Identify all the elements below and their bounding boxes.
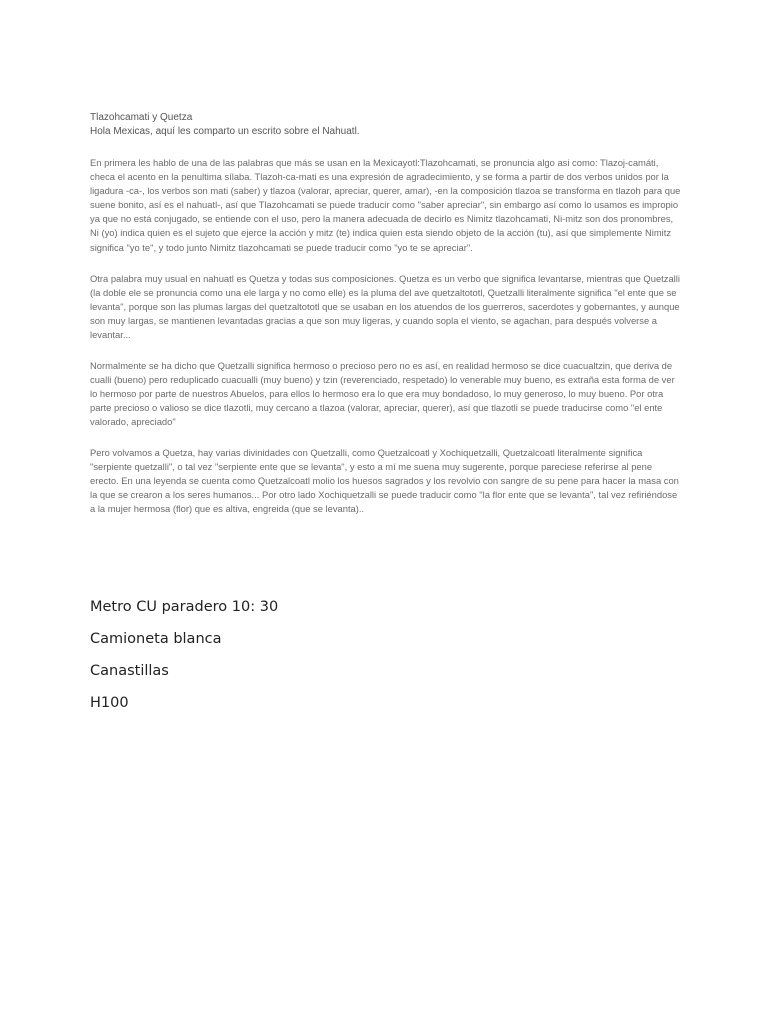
paragraph-hermoso: Normalmente se ha dicho que Quetzalli significa hermoso o precioso pero no es así, en realidad hermoso se dice cuacualtzin, que deriva de cualli (bueno) pero reduplicado cuacualli (muy bueno) y tzin (reverenciado, respetado) lo venerable muy bueno, es extraña esta forma de ver lo hermoso por parte de nuestros Abuelos, para ellos lo hermoso era lo que era muy bondadoso, lo muy generoso, lo muy bueno. Por otra parte precioso o valioso se dice tlazotli, muy cercano a tlazoa (valorar, apreciar, querer), así que tlazotli se puede traducirse como "el ente valorado, apreciado" — [90, 360, 675, 428]
document-title: Tlazohcamati y Quetza — [90, 112, 193, 123]
document-intro: Hola Mexicas, aquí les comparto un escrito sobre el Nahuatl. — [90, 126, 360, 137]
notes-list — [90, 596, 590, 724]
note-metro: Metro CU paradero 10: 30 — [90, 599, 279, 615]
note-canastillas: Canastillas — [90, 663, 169, 679]
paragraph-tlazohcamati: En primera les hablo de una de las palabras que más se usan en la Mexicayotl:Tlazohcamati, se pronuncia algo asi como: Tlazoj-camáti, checa el acento en la penultima sílaba. Tlazoh-ca-mati es una expresión de agradecimiento, y se forma a partir de dos verbos unidos por la ligadura -ca-, los verbos son mati (saber) y tlazoa (valorar, apreciar, querer, amar), -en la composición tlazoa se transforma en tlazoh para que suene bonito, así es el nahuatl-, así que Tlazohcamati se puede traducir como "saber apreciar", sin embargo así como lo usamos es impropio ya que no está conjugado, se entiende con el uso, pero la manera adecuada de decirlo es Nimitz tlazohcamati, Ni-mitz son dos pronombres, Ni (yo) indica quien es el sujeto que ejerce la acción y mitz (te) indica quien esta siendo objeto de la acción (tu), así que simplemente Nimitz significa "yo te", y todo junto Nimitz tlazohcamati se puede traducir como "yo te se apreciar". — [90, 157, 681, 253]
note-h100: H100 — [90, 695, 129, 711]
document-header — [90, 111, 680, 139]
paragraph-quetzalcoatl: Pero volvamos a Quetza, hay varias divinidades con Quetzalli, como Quetzalcoatl y Xochiquetzalli, Quetzalcoatl literalmente significa "serpiente quetzalli", o tal vez "serpiente ente que se levanta", y esto a mí me suena muy sugerente, porque pareciese referirse al pene erecto. En una leyenda se cuenta como Quetzalcoatl molio los huesos sagrados y los revolvio con sangre de su pene para hacer la masa con la que se crearon a los seres humanos... Por otro lado Xochiquetzalli se puede traducir como "la flor ente que se levanta", tal vez refiriéndose a la mujer hermosa (flor) que es altiva, engreida (que se levanta).. — [90, 447, 679, 515]
note-camioneta: Camioneta blanca — [90, 631, 222, 647]
paragraph-quetza: Otra palabra muy usual en nahuatl es Quetza y todas sus composiciones. Quetza es un verbo que significa levantarse, mientras que Quetzalli (la doble ele se pronuncia como una ele larga y no como elle) es la pluma del ave quetzaltototl, Quetzalli literalmente significa "el ente que se levanta", porque son las plumas largas del quetzaltototl que se usaban en los atuendos de los guerreros, sacerdotes y gobernantes, y aunque son muy largas, se mantienen levantadas gracias a que son muy ligeras, y cuando sopla el viento, se agachan, para después volverse a levantar... — [90, 273, 680, 341]
